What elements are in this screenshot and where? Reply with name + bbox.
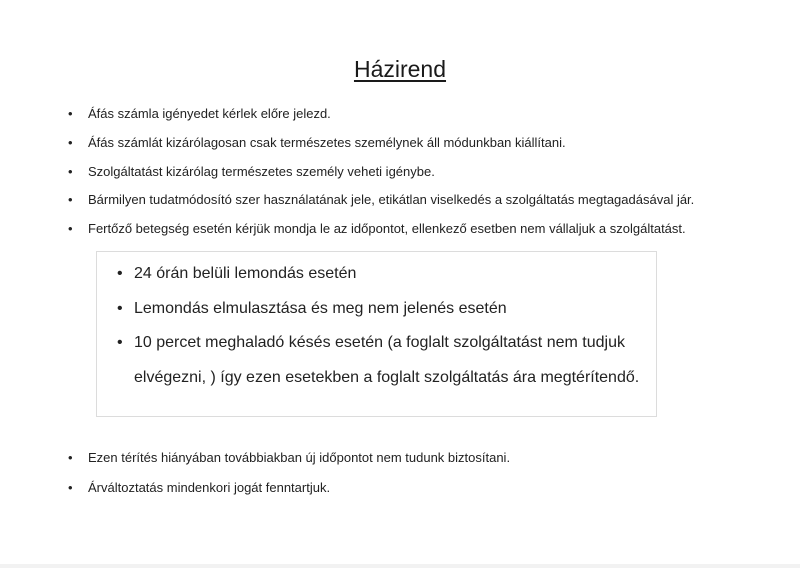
bullet-icon: • <box>68 450 73 465</box>
rules-list-top <box>66 104 694 248</box>
cancellation-case-item <box>115 257 645 292</box>
bullet-icon: • <box>68 192 73 208</box>
rules-list-bottom <box>66 448 510 508</box>
rule-item <box>66 219 694 248</box>
bullet-icon: • <box>68 221 73 236</box>
rule-text: Ezen térítés hiányában továbbiakban új időpontot nem tudunk biztosítani. <box>88 450 511 465</box>
bullet-icon: • <box>68 106 73 121</box>
rule-text: Árváltoztatás mindenkori jogát fenntartjuk. <box>88 480 331 495</box>
rule-text: Szolgáltatást kizárólag természetes személy veheti igénybe. <box>88 163 435 179</box>
cancellation-case-text: 24 órán belüli lemondás esetén <box>134 265 357 282</box>
bullet-icon: • <box>117 265 123 282</box>
page-title: Házirend <box>353 56 447 82</box>
rule-text: Áfás számla igényedet kérlek előre jelezd. <box>88 106 331 121</box>
cancellation-cases-list <box>115 257 645 395</box>
bullet-icon: • <box>117 334 123 351</box>
rule-item <box>66 190 694 219</box>
rule-item <box>66 478 510 508</box>
rule-item <box>66 104 694 133</box>
cancellation-case-text: Lemondás elmulasztása és meg nem jelenés esetén <box>134 299 507 317</box>
bullet-icon: • <box>68 134 73 150</box>
rule-text: Fertőző betegség esetén kérjük mondja le az időpontot, ellenkező esetben nem vállaljuk a szolgáltatást. <box>88 221 686 236</box>
rule-item <box>66 448 510 478</box>
page-bottom-edge <box>0 564 800 568</box>
cancellation-case-text: 10 percet meghaladó késés esetén (a foglalt szolgáltatást nem tudjuk elvégezni, ) így ezen esetekben a foglalt szolgáltatás ára megtérítendő. <box>134 334 640 386</box>
bullet-icon: • <box>68 480 73 495</box>
rule-item <box>66 133 694 162</box>
cancellation-case-item <box>115 292 645 327</box>
cancellation-cases-box <box>96 251 657 417</box>
rule-text: Áfás számlát kizárólagosan csak természetes személynek áll módunkban kiállítani. <box>88 134 566 150</box>
rule-text: Bármilyen tudatmódosító szer használatának jele, etikátlan viselkedés a szolgáltatás megtagadásával jár. <box>88 192 695 208</box>
rule-item <box>66 162 694 191</box>
bullet-icon: • <box>68 163 73 179</box>
bullet-icon: • <box>117 299 123 317</box>
cancellation-case-item <box>115 326 645 395</box>
